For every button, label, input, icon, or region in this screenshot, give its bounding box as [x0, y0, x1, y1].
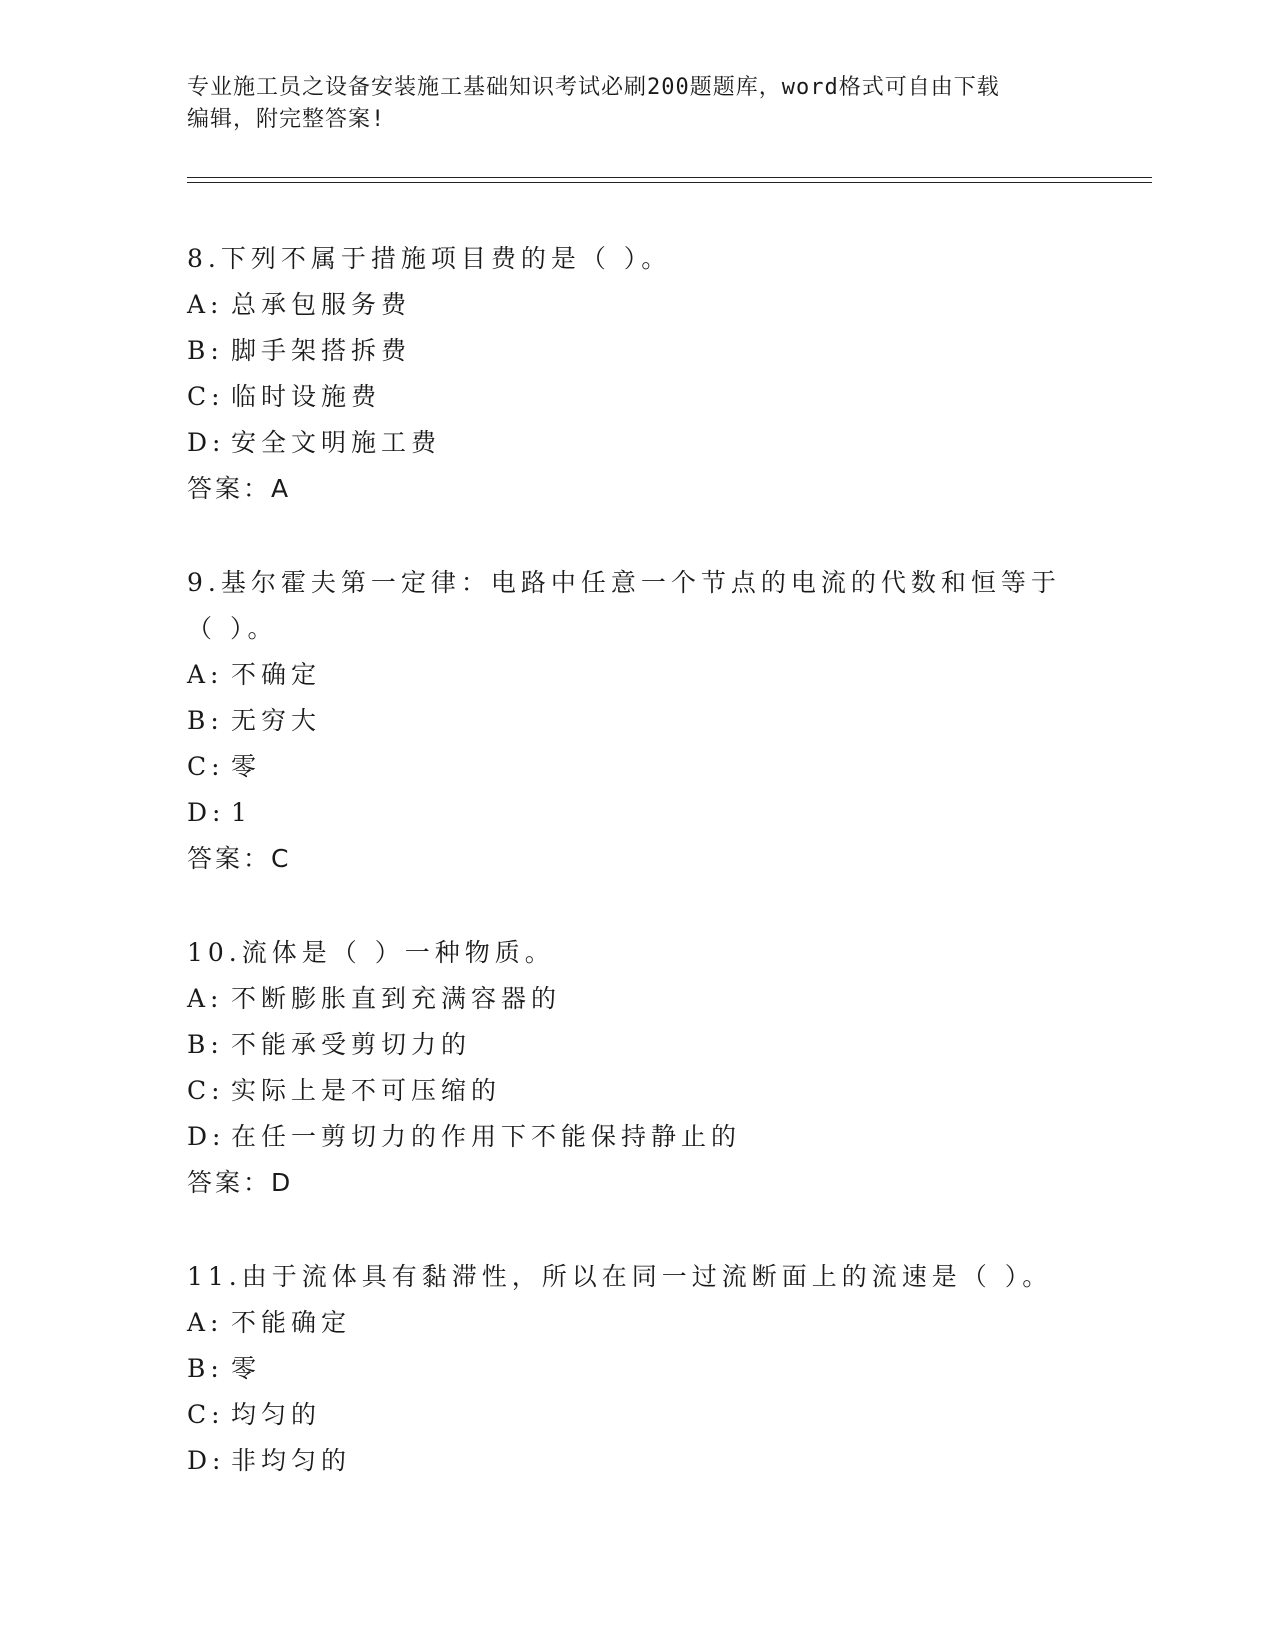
question-11	[187, 1254, 1087, 1484]
option-text: 脚手架搭拆费	[231, 336, 412, 365]
option-text: 均匀的	[231, 1400, 322, 1429]
option-letter: B:	[187, 1354, 224, 1383]
option-c	[187, 374, 1087, 420]
question-answer: 答案：D	[187, 1168, 294, 1197]
header-divider-top	[187, 177, 1152, 178]
option-b	[187, 698, 1087, 744]
option-a	[187, 282, 1087, 328]
option-c	[187, 1068, 1087, 1114]
question-answer: 答案：A	[187, 474, 292, 503]
option-a	[187, 1300, 1087, 1346]
option-letter: B:	[187, 1030, 224, 1059]
option-text: 不能确定	[231, 1308, 352, 1337]
option-letter: C:	[187, 382, 225, 411]
option-letter: C:	[187, 1400, 225, 1429]
option-d	[187, 790, 1087, 836]
question-answer: 答案：C	[187, 844, 292, 873]
option-letter: C:	[187, 752, 225, 781]
option-text: 零	[231, 1354, 262, 1383]
option-letter: D:	[187, 798, 226, 827]
option-text: 零	[231, 752, 262, 781]
option-d	[187, 1438, 1087, 1484]
option-text: 1	[231, 798, 252, 827]
question-title: 8.下列不属于措施项目费的是（ ）。	[187, 244, 672, 273]
option-b	[187, 1022, 1087, 1068]
option-letter: B:	[187, 706, 224, 735]
option-text: 不确定	[231, 660, 322, 689]
question-list	[187, 236, 1087, 1532]
option-text: 临时设施费	[231, 382, 382, 411]
option-text: 非均匀的	[231, 1446, 352, 1475]
option-letter: B:	[187, 336, 224, 365]
question-10	[187, 930, 1087, 1206]
option-a	[187, 652, 1087, 698]
option-letter: D:	[187, 1446, 226, 1475]
option-text: 实际上是不可压缩的	[231, 1076, 502, 1105]
option-text: 安全文明施工费	[231, 428, 442, 457]
question-8	[187, 236, 1087, 512]
header-title-line-1: 专业施工员之设备安装施工基础知识考试必刷200题题库，word格式可自由下载	[187, 75, 1000, 100]
option-a	[187, 976, 1087, 1022]
option-text: 无穷大	[231, 706, 322, 735]
header-divider-bottom	[187, 182, 1152, 183]
option-d	[187, 420, 1087, 466]
option-letter: D:	[187, 1122, 226, 1151]
question-title: 10.流体是（ ）一种物质。	[187, 938, 555, 967]
question-title: 9.基尔霍夫第一定律：电路中任意一个节点的电流的代数和恒等于（ ）。	[187, 568, 1061, 643]
option-letter: A:	[187, 984, 224, 1013]
question-9	[187, 560, 1087, 882]
header-title-line-2: 编辑，附完整答案!	[187, 107, 386, 132]
option-b	[187, 1346, 1087, 1392]
document-header	[187, 72, 1087, 136]
option-letter: A:	[187, 1308, 224, 1337]
option-letter: A:	[187, 290, 224, 319]
option-text: 在任一剪切力的作用下不能保持静止的	[231, 1122, 742, 1151]
option-text: 不能承受剪切力的	[231, 1030, 472, 1059]
option-text: 不断膨胀直到充满容器的	[231, 984, 562, 1013]
option-letter: C:	[187, 1076, 225, 1105]
question-title: 11.由于流体具有黏滞性，所以在同一过流断面上的流速是（ ）。	[187, 1262, 1053, 1291]
option-c	[187, 744, 1087, 790]
option-d	[187, 1114, 1087, 1160]
option-text: 总承包服务费	[231, 290, 412, 319]
option-letter: D:	[187, 428, 226, 457]
option-letter: A:	[187, 660, 224, 689]
option-c	[187, 1392, 1087, 1438]
option-b	[187, 328, 1087, 374]
